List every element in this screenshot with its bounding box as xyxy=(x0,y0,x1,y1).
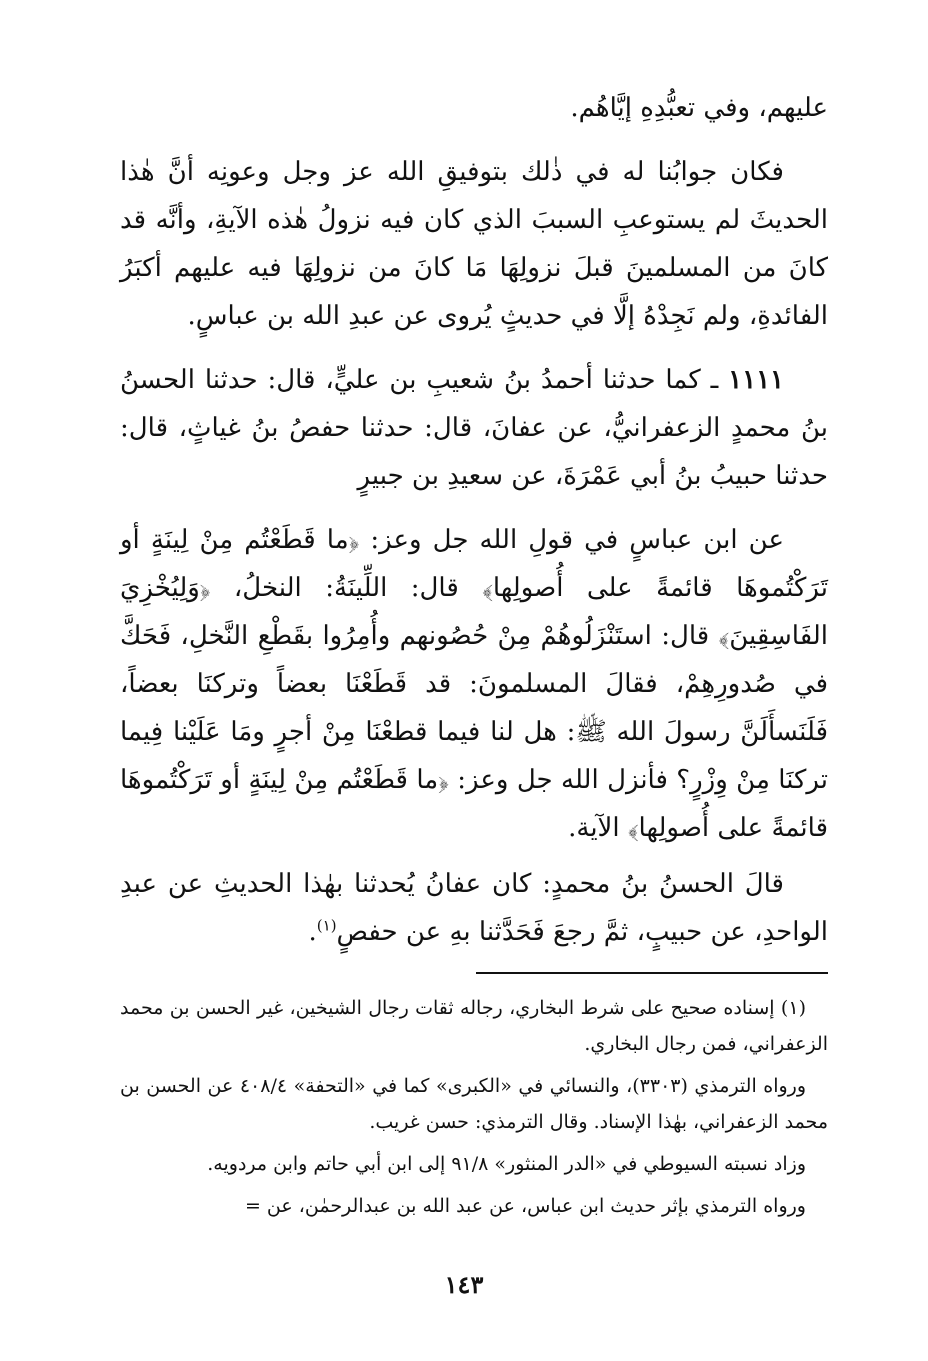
footnote-separator xyxy=(476,972,828,974)
page-number: ١٤٣ xyxy=(444,1270,484,1299)
paragraph-2: فكان جوابُنا له في ذٰلك بتوفيقِ الله عز وجل وعونِه أنَّ هٰذا الحديثَ لم يستوعبِ السببَ الذي كان فيه نزولُ هٰذه الآيةِ، وأنَّه قد كانَ من المسلمينَ قبلَ نزولِهَا مَا كانَ من نزولِهَا فيه عليهم أكبَرُ الفائدةِ، ولم نَجِدْهُ إلَّا في حديثٍ يُروى عن عبدِ الله بن عباسٍ. xyxy=(120,157,828,331)
paragraph-5-text: قالَ الحسنُ بنُ محمدٍ: كان عفانُ يُحدثنا بهٰذا الحديثِ عن عبدِ الواحدِ، عن حبيبٍ، ثمَّ رجعَ فَحَدَّثنا بهِ عن حفصٍ xyxy=(120,869,828,947)
main-text xyxy=(120,84,828,132)
footnote-4: ورواه الترمذي بإثر حديث ابن عباس، عن عبد الله بن عبدالرحمٰن، عن = xyxy=(244,1195,806,1217)
main-text-3 xyxy=(120,356,828,500)
paragraph-3-text: ـ كما حدثنا أحمدُ بنُ شعيبِ بن عليٍّ، قال: حدثنا الحسنُ بنُ محمدٍ الزعفرانيُّ، عن عفانَ، قال: حدثنا حفصُ بنُ غياثٍ، قال: حدثنا حبيبُ بنُ أبي عَمْرَةَ، عن سعيدِ بن جبيرٍ xyxy=(120,365,828,491)
main-text-4 xyxy=(120,516,828,852)
main-text-5 xyxy=(120,860,828,956)
paragraph-1: عليهم، وفي تعبُّدِهِ إيَّاهُم. xyxy=(570,93,828,123)
footnote-3: وزاد نسبته السيوطي في «الدر المنثور» ٩١/٨ إلى ابن أبي حاتم وابن مردويه. xyxy=(207,1153,806,1175)
paragraph-4: عن ابن عباسٍ في قولِ الله جل وعز: ﴿ما قَطَعْتُم مِنْ لِينَةٍ أو تَرَكْتُموهَا قائمةً على أُصولِها﴾ قال: اللِّينَةُ: النخلُ، ﴿وَلِيُخْزِيَ الفَاسِقِينَ﴾ قال: استَنْزَلُوهُمْ مِنْ حُصُونهم وأُمِرُوا بقَطْعِ النَّخلِ، فَحَكَّ في صُدورِهِمْ، فقالَ المسلمونَ: قد قَطَعْنَا بعضاً وتركنَا بعضاً، فَلَنَسأَلَنَّ رسولَ الله ﷺ: هل لنا فيما قطعْنَا مِنْ أجرٍ ومَا عَلَيْنا فِيما تركنَا مِنْ وِزْرٍ؟ فأنزل الله جل وعز: ﴿ما قَطَعْتُم مِنْ لِينَةٍ أو تَرَكْتُموهَا قائمةً على أُصولِها﴾ الآية. xyxy=(120,525,828,843)
footnote-1: (١) إسناده صحيح على شرط البخاري، رجاله ثقات رجال الشيخين، غير الحسن بن محمد الزعفراني، فمن رجال البخاري. xyxy=(120,997,828,1055)
paragraph-5 xyxy=(120,860,828,956)
paragraph-5-end: . xyxy=(308,917,317,947)
footnote-2: ورواه الترمذي (٣٣٠٣)، والنسائي في «الكبرى» كما في «التحفة» ٤٠٨/٤ عن الحسن بن محمد الزعفراني، بهٰذا الإسناد. وقال الترمذي: حسن غريب. xyxy=(120,1075,828,1133)
footnotes xyxy=(120,990,828,1230)
main-text-2 xyxy=(120,148,828,340)
hadith-number: ١١١١ xyxy=(728,365,784,395)
footnote-reference: (١) xyxy=(316,916,337,935)
paragraph-3 xyxy=(120,356,828,500)
